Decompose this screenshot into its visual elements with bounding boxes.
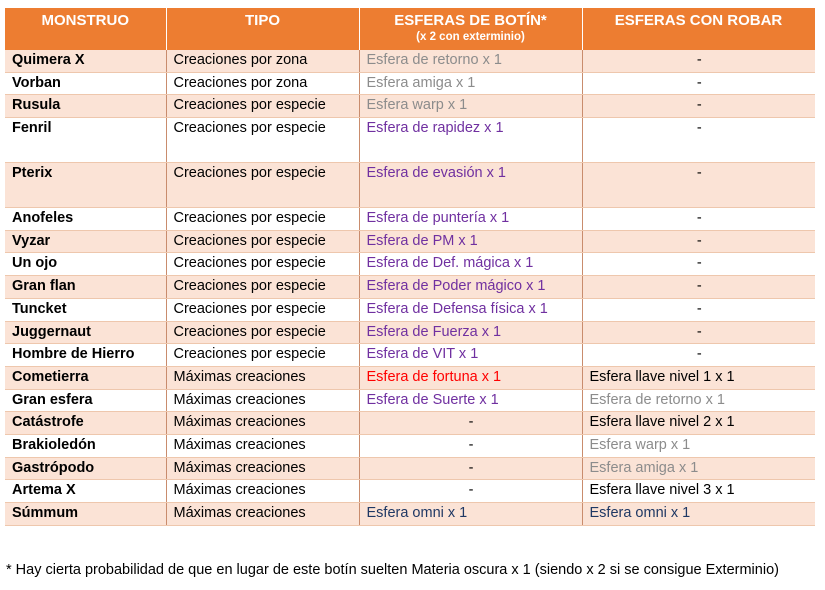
header-monstruo: MONSTRUO — [5, 8, 166, 50]
cell-botin: Esfera de Fuerza x 1 — [359, 321, 582, 344]
table-row — [5, 434, 815, 457]
cell-monstruo: Quimera X — [5, 50, 166, 72]
cell-botin: - — [359, 412, 582, 435]
cell-tipo: Máximas creaciones — [166, 457, 359, 480]
cell-monstruo: Gastrópodo — [5, 457, 166, 480]
cell-tipo: Creaciones por especie — [166, 276, 359, 299]
table-row — [5, 230, 815, 253]
cell-monstruo: Gran flan — [5, 276, 166, 299]
table-row — [5, 389, 815, 412]
cell-botin: Esfera de fortuna x 1 — [359, 366, 582, 389]
cell-robar: Esfera llave nivel 2 x 1 — [582, 412, 815, 435]
cell-monstruo: Juggernaut — [5, 321, 166, 344]
cell-robar: Esfera de retorno x 1 — [582, 389, 815, 412]
header-botin-subtitle: (x 2 con exterminio) — [416, 31, 525, 43]
cell-tipo: Creaciones por especie — [166, 321, 359, 344]
cell-robar: - — [582, 276, 815, 299]
table-row — [5, 118, 815, 163]
cell-robar: - — [582, 230, 815, 253]
cell-botin: Esfera de rapidez x 1 — [359, 118, 582, 163]
cell-tipo: Creaciones por especie — [166, 298, 359, 321]
cell-tipo: Creaciones por zona — [166, 50, 359, 72]
footnote: * Hay cierta probabilidad de que en lugar de este botín suelten Materia oscura x 1 (siendo x 2 si se consigue Exterminio) — [6, 562, 779, 578]
cell-tipo: Creaciones por especie — [166, 253, 359, 276]
cell-monstruo: Vyzar — [5, 230, 166, 253]
cell-monstruo: Catástrofe — [5, 412, 166, 435]
cell-monstruo: Rusula — [5, 95, 166, 118]
cell-monstruo: Pterix — [5, 163, 166, 208]
cell-tipo: Máximas creaciones — [166, 389, 359, 412]
cell-robar: Esfera llave nivel 1 x 1 — [582, 366, 815, 389]
cell-robar: - — [582, 298, 815, 321]
cell-robar: - — [582, 50, 815, 72]
cell-monstruo: Tuncket — [5, 298, 166, 321]
header-botin — [359, 8, 582, 50]
cell-botin: - — [359, 480, 582, 503]
cell-tipo: Creaciones por especie — [166, 230, 359, 253]
cell-tipo: Máximas creaciones — [166, 434, 359, 457]
cell-tipo: Máximas creaciones — [166, 366, 359, 389]
table-body — [5, 50, 815, 525]
cell-botin: Esfera de evasión x 1 — [359, 163, 582, 208]
cell-monstruo: Gran esfera — [5, 389, 166, 412]
cell-tipo: Máximas creaciones — [166, 480, 359, 503]
loot-table — [5, 8, 816, 526]
cell-robar: - — [582, 253, 815, 276]
cell-botin: Esfera amiga x 1 — [359, 72, 582, 95]
cell-botin: Esfera de Def. mágica x 1 — [359, 253, 582, 276]
table-row — [5, 163, 815, 208]
table-row — [5, 321, 815, 344]
cell-robar: - — [582, 208, 815, 231]
cell-tipo: Creaciones por especie — [166, 208, 359, 231]
header-row — [5, 8, 815, 50]
cell-robar: - — [582, 321, 815, 344]
table-row — [5, 95, 815, 118]
header-botin-title: ESFERAS DE BOTÍN* — [394, 12, 547, 29]
table-row — [5, 72, 815, 95]
table-row — [5, 344, 815, 367]
cell-monstruo: Hombre de Hierro — [5, 344, 166, 367]
cell-robar: Esfera warp x 1 — [582, 434, 815, 457]
table-row — [5, 366, 815, 389]
cell-robar: - — [582, 72, 815, 95]
cell-botin: Esfera de Defensa física x 1 — [359, 298, 582, 321]
header-tipo: TIPO — [166, 8, 359, 50]
cell-botin: Esfera de puntería x 1 — [359, 208, 582, 231]
cell-monstruo: Cometierra — [5, 366, 166, 389]
cell-botin: Esfera warp x 1 — [359, 95, 582, 118]
cell-monstruo: Anofeles — [5, 208, 166, 231]
table-row — [5, 412, 815, 435]
table-row — [5, 503, 815, 526]
cell-monstruo: Un ojo — [5, 253, 166, 276]
cell-robar: - — [582, 344, 815, 367]
cell-monstruo: Fenril — [5, 118, 166, 163]
cell-monstruo: Artema X — [5, 480, 166, 503]
cell-botin: Esfera de PM x 1 — [359, 230, 582, 253]
cell-monstruo: Brakioledón — [5, 434, 166, 457]
header-robar: ESFERAS CON ROBAR — [582, 8, 815, 50]
table-row — [5, 276, 815, 299]
cell-botin: - — [359, 434, 582, 457]
cell-botin: Esfera de Poder mágico x 1 — [359, 276, 582, 299]
cell-botin: - — [359, 457, 582, 480]
cell-monstruo: Súmmum — [5, 503, 166, 526]
cell-robar: Esfera omni x 1 — [582, 503, 815, 526]
table-row — [5, 253, 815, 276]
cell-robar: - — [582, 163, 815, 208]
table-row — [5, 480, 815, 503]
cell-botin: Esfera de VIT x 1 — [359, 344, 582, 367]
table-row — [5, 50, 815, 72]
table-row — [5, 457, 815, 480]
cell-tipo: Creaciones por especie — [166, 118, 359, 163]
cell-robar: - — [582, 118, 815, 163]
cell-tipo: Máximas creaciones — [166, 412, 359, 435]
cell-tipo: Creaciones por especie — [166, 163, 359, 208]
cell-botin: Esfera de retorno x 1 — [359, 50, 582, 72]
cell-tipo: Máximas creaciones — [166, 503, 359, 526]
cell-tipo: Creaciones por especie — [166, 344, 359, 367]
table-row — [5, 208, 815, 231]
cell-botin: Esfera de Suerte x 1 — [359, 389, 582, 412]
cell-tipo: Creaciones por zona — [166, 72, 359, 95]
cell-monstruo: Vorban — [5, 72, 166, 95]
cell-robar: Esfera amiga x 1 — [582, 457, 815, 480]
table-row — [5, 298, 815, 321]
cell-robar: Esfera llave nivel 3 x 1 — [582, 480, 815, 503]
cell-robar: - — [582, 95, 815, 118]
cell-botin: Esfera omni x 1 — [359, 503, 582, 526]
cell-tipo: Creaciones por especie — [166, 95, 359, 118]
